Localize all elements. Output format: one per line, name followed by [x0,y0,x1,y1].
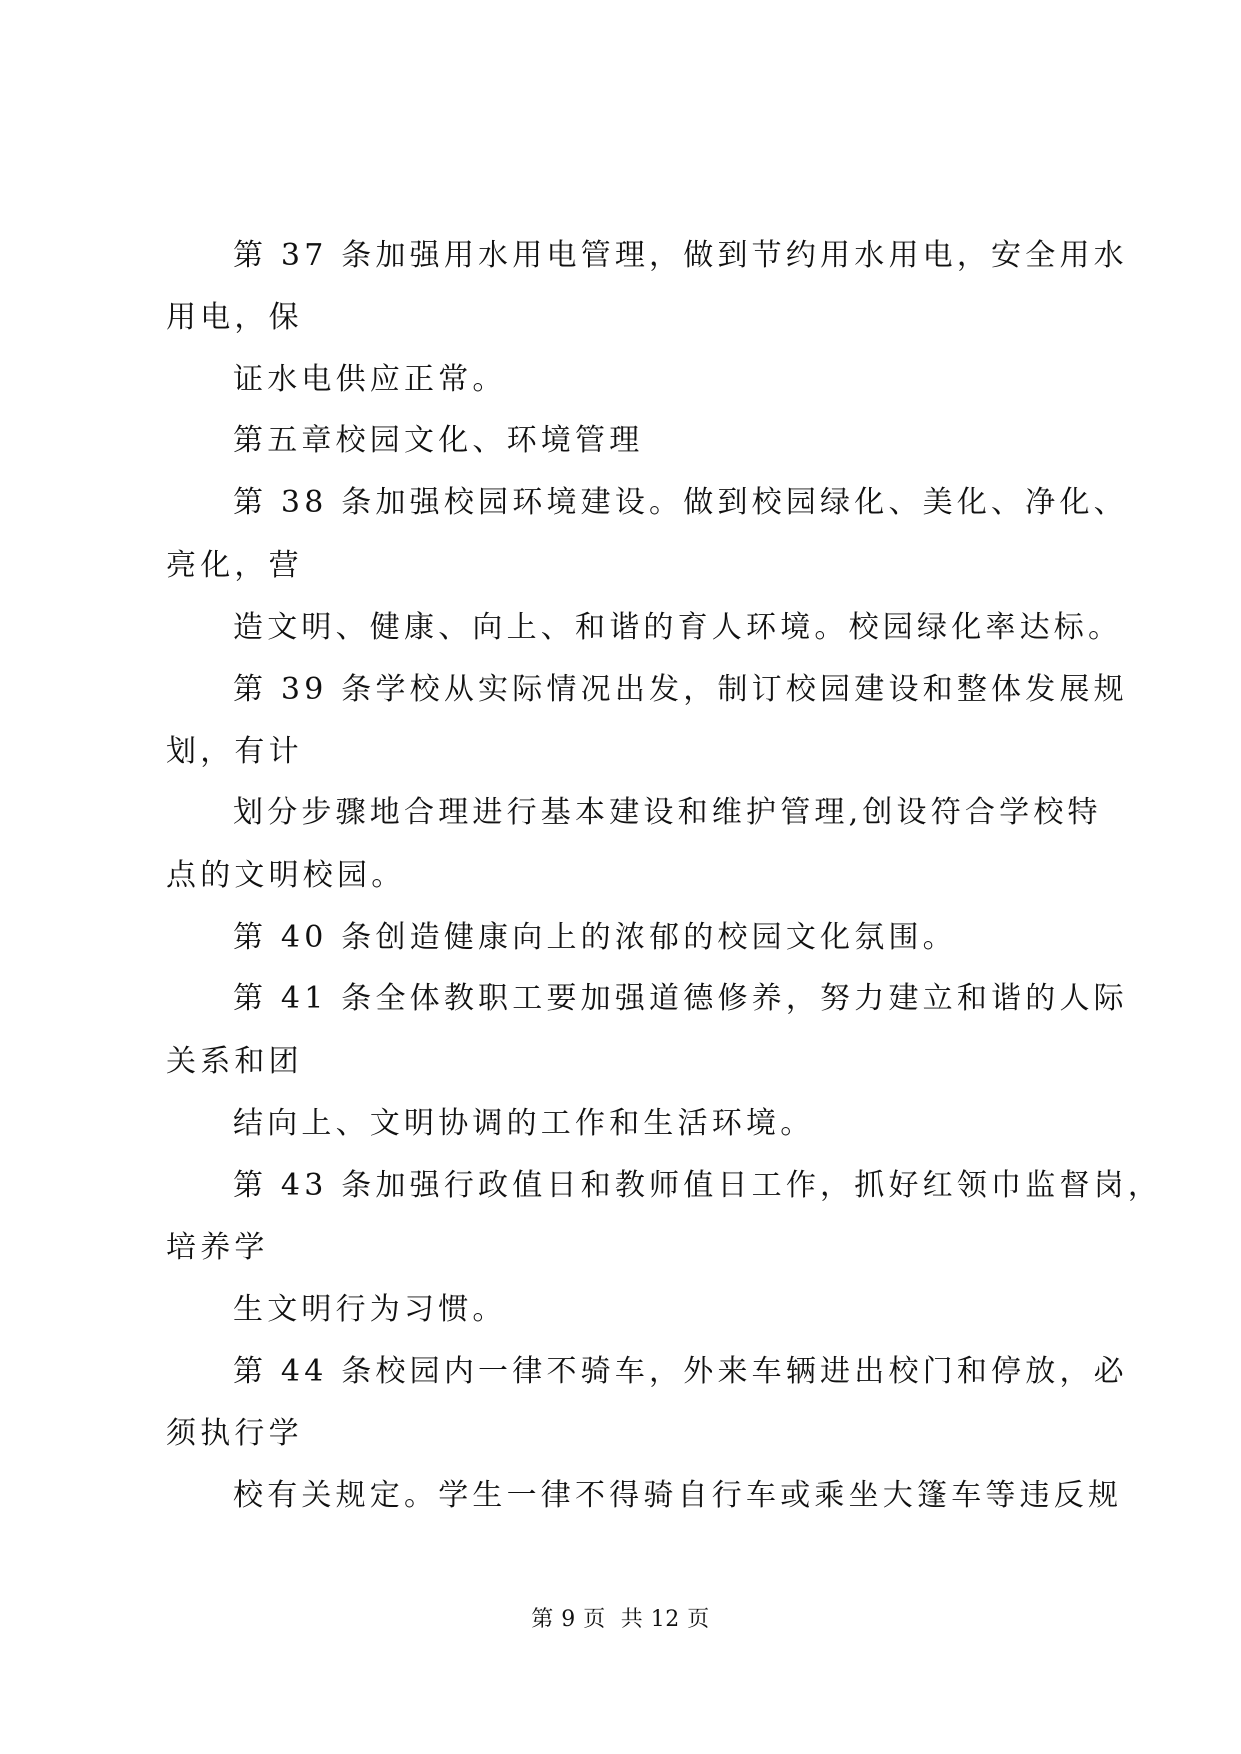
text-line: 造文明、健康、向上、和谐的育人环境。校园绿化率达标。 [233,610,1123,645]
text-line: 证水电供应正常。 [233,362,507,397]
text-line: 用电，保 [166,300,303,335]
page-footer: 第 9 页 共 12 页 [531,1607,710,1632]
text-line: 亮化，营 [166,548,303,583]
text-line: 划分步骤地合理进行基本建设和维护管理,创设符合学校特 [233,795,1102,830]
text-line: 第 40 条创造健康向上的浓郁的校园文化氛围。 [233,920,957,955]
text-line: 第 38 条加强校园环境建设。做到校园绿化、美化、净化、 [233,485,1128,520]
text-line: 第 41 条全体教职工要加强道德修养，努力建立和谐的人际 [233,981,1128,1016]
text-line: 须执行学 [166,1416,303,1451]
text-line: 第 44 条校园内一律不骑车，外来车辆进出校门和停放，必 [233,1354,1128,1389]
chapter-heading: 第五章校园文化、环境管理 [233,423,644,458]
text-line: 结向上、文明协调的工作和生活环境。 [233,1106,815,1141]
text-line: 划，有计 [166,734,303,769]
text-line: 第 37 条加强用水用电管理，做到节约用水用电，安全用水 [233,238,1128,273]
text-line: 第 39 条学校从实际情况出发，制订校园建设和整体发展规 [233,672,1128,707]
text-line: 第 43 条加强行政值日和教师值日工作，抓好红领巾监督岗， [233,1168,1163,1203]
text-line: 生文明行为习惯。 [233,1292,507,1327]
text-line: 校有关规定。学生一律不得骑自行车或乘坐大篷车等违反规 [233,1478,1123,1513]
text-line: 培养学 [166,1230,269,1265]
text-line: 关系和团 [166,1044,303,1079]
text-line: 点的文明校园。 [166,858,406,893]
